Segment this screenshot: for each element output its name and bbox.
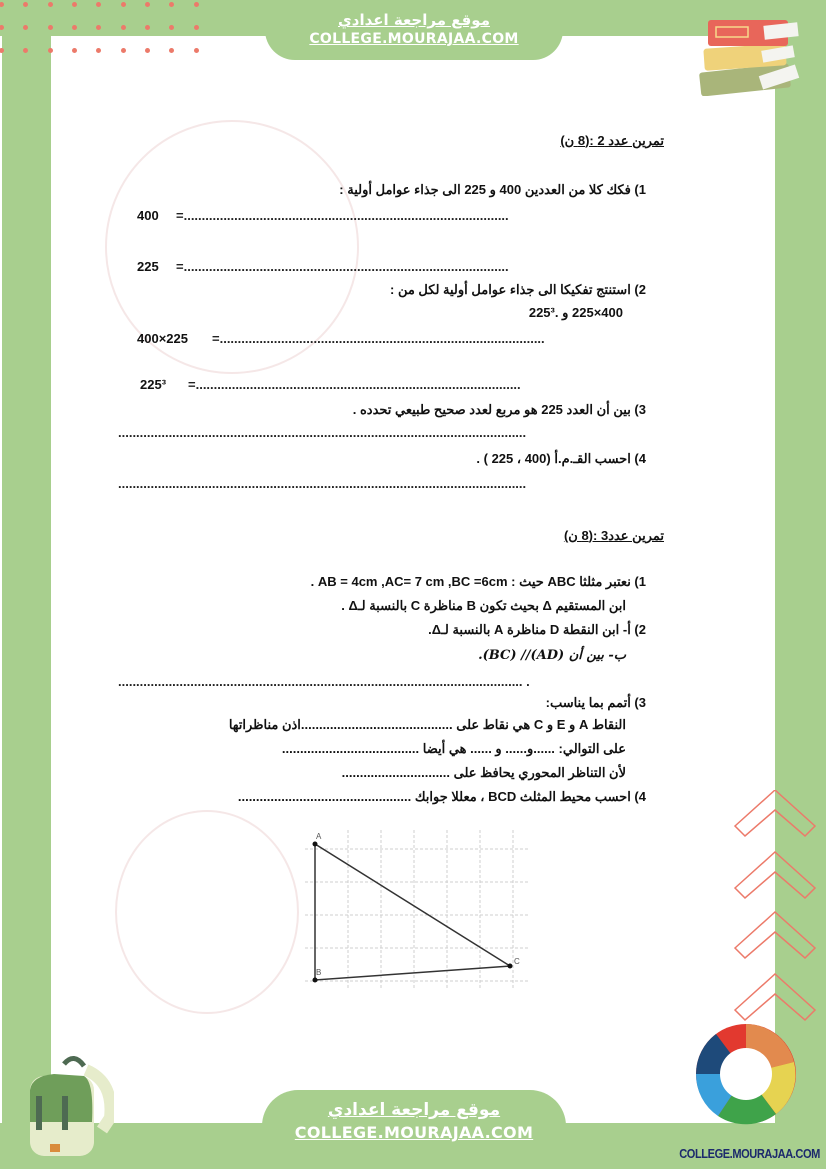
ex3-q3-line-3: لأن التناظر المحوري يحافظ على ..............................: [341, 765, 626, 780]
ex3-q3-line-2: على التوالي: ......و...... و ...... هي أيضا ......................................: [281, 741, 626, 756]
answer-line[interactable]: ................................................................................................................ .: [118, 674, 530, 689]
site-name-arabic: موقع مراجعة اعدادي: [338, 11, 490, 29]
ex2-q2-items: 400×225 و .225³: [528, 305, 623, 320]
backpack-icon: [14, 1052, 114, 1160]
exercise-2-title: تمرين عدد 2 :(8 ن): [560, 133, 664, 148]
ex2-question-1: 1) فكك كلا من العددين 400 و 225 الى جذاء عوامل أولية :: [339, 182, 646, 197]
site-url-link[interactable]: COLLEGE.MOURAJAA.COM: [294, 1123, 534, 1142]
ex3-question-1b: ابن المستقيم Δ بحيث تكون B مناظرة C بالنسبة لـΔ .: [341, 598, 626, 613]
subjects-wheel-icon: [694, 1022, 798, 1126]
triangle-abc-figure: [305, 830, 545, 990]
answer-line[interactable]: =..........................................................................................: [188, 377, 521, 392]
ex3-question-2a: 2) أ- ابن النقطة D مناظرة A بالنسبة لـΔ.: [428, 622, 646, 637]
bottom-branding: [262, 1098, 566, 1144]
ex2-q2-label-product: 400×225: [137, 331, 188, 346]
answer-line[interactable]: .................................................................................................................: [118, 476, 527, 491]
answer-line[interactable]: .................................................................................................................: [118, 425, 527, 440]
chevron-up-icon: [733, 790, 826, 1030]
ex2-question-2: 2) استنتج تفكيكا الى جذاء عوامل أولية لكل من :: [390, 282, 646, 297]
ex3-question-4: 4) احسب محيط المثلث BCD ، معللا جوابك ................................................: [237, 789, 646, 804]
logo-url-text: COLLEGE.MOURAJAA.COM: [679, 1146, 820, 1161]
answer-line[interactable]: =..........................................................................................: [176, 259, 509, 274]
ex3-question-2b: ب- بين أن (AD)// (BC).: [478, 648, 626, 663]
answer-line[interactable]: =..........................................................................................: [212, 331, 545, 346]
ex3-question-1: 1) نعتبر مثلثا ABC حيث : AB = 4cm ,AC= 7 cm ,BC =6cm .: [310, 574, 646, 589]
svg-text:C: C: [514, 957, 520, 966]
ex2-question-4: 4) احسب القـ.م.أ (400 ، 225 ) .: [476, 451, 646, 466]
svg-text:B: B: [316, 968, 322, 977]
ex2-q1-label-225: 225: [137, 259, 159, 274]
site-name-arabic: موقع مراجعة اعدادي: [327, 1100, 501, 1120]
ex3-question-3: 3) أتمم بما يناسب:: [545, 695, 646, 710]
answer-line[interactable]: =..........................................................................................: [176, 208, 509, 223]
site-url-link[interactable]: COLLEGE.MOURAJAA.COM: [309, 31, 519, 47]
ex2-q1-label-400: 400: [137, 208, 159, 223]
exercise-3-title: تمرين عدد3 :(8 ن): [563, 528, 664, 543]
ex2-q2-label-cube: 225³: [140, 377, 167, 392]
ex3-q3-line-1: النقاط A و E و C هي نقاط على ..........................................اذن مناظراتها: [228, 717, 626, 732]
svg-text:A: A: [316, 832, 322, 841]
ex2-question-3: 3) بين أن العدد 225 هو مربع لعدد صحيح طبيعي تحدده .: [352, 402, 646, 417]
